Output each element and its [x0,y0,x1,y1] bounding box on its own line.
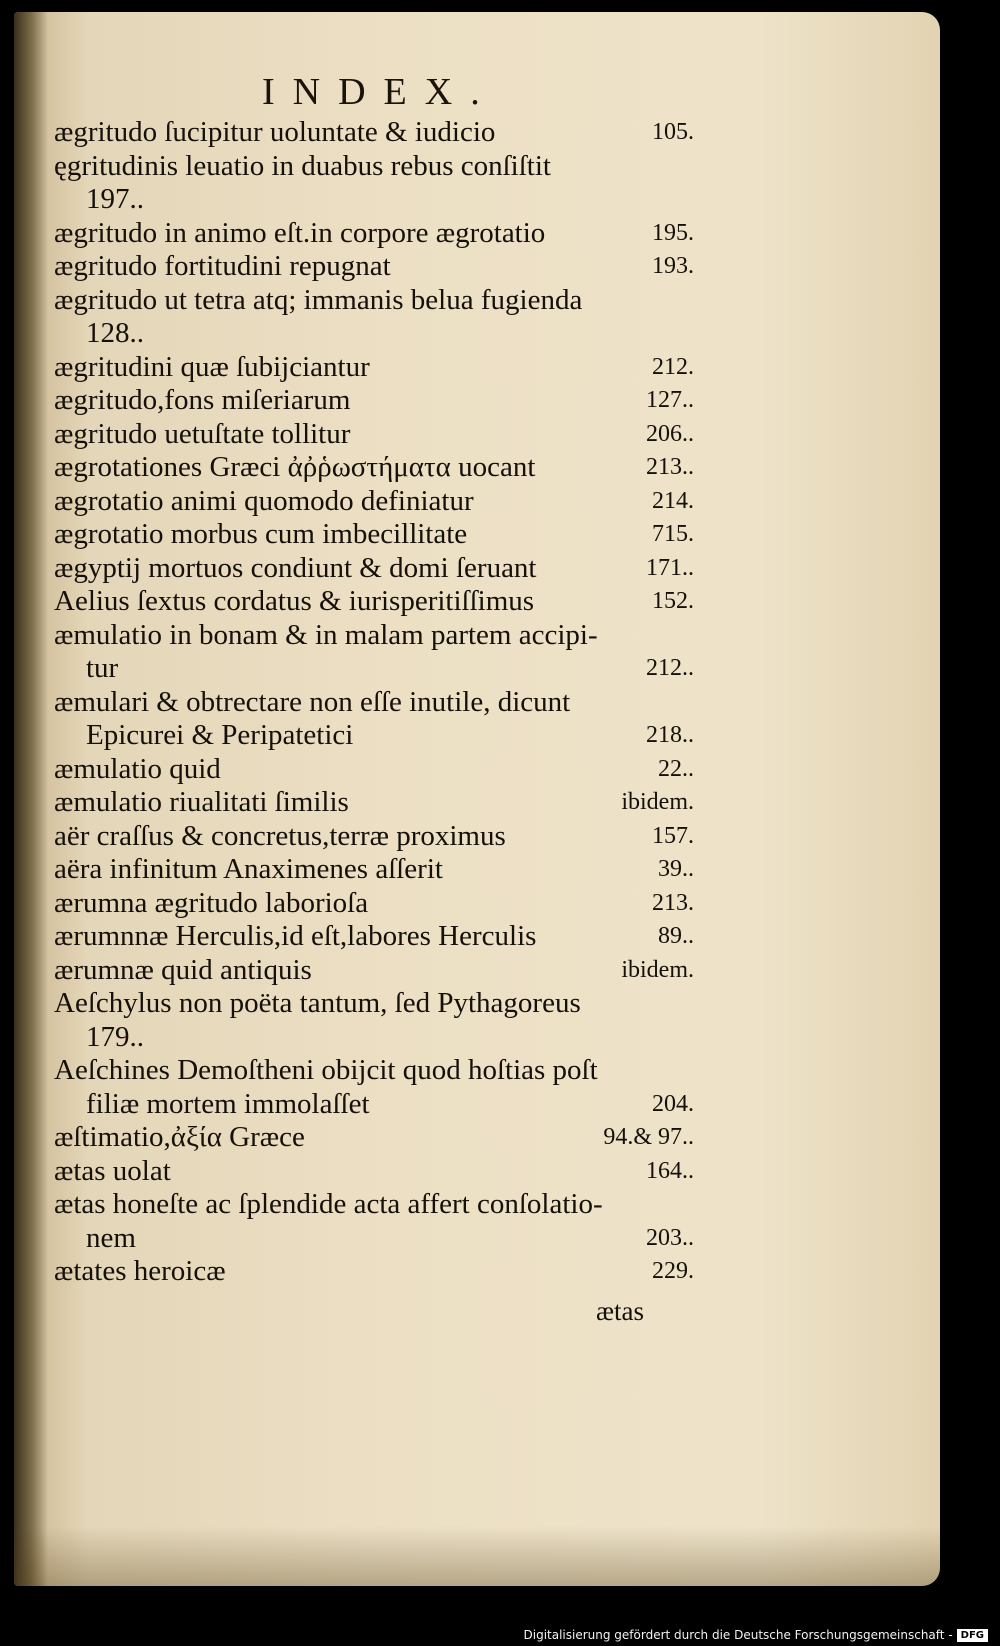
index-entry [54,485,694,519]
index-entry [54,887,694,921]
index-entry-text: ætates heroicæ [54,1255,226,1287]
index-entry [54,351,694,385]
index-entry-text: ægritudo ut tetra atq; immanis belua fugienda [54,283,583,316]
index-entry [54,1054,694,1121]
index-entry [54,284,694,351]
index-entry-continuation: tur [86,652,119,684]
index-entry-page-ref: 39.. [658,856,694,882]
index-entry [54,518,694,552]
index-entry-page-ref: 127.. [646,387,694,413]
index-entry-text: Aeſchylus non poëta tantum, ſed Pythagoreus [54,987,581,1019]
index-entry [54,753,694,787]
index-entry [54,451,694,485]
index-entry-page-ref: 204. [652,1090,694,1117]
index-entry [54,619,694,686]
index-entry-page-ref: 214. [652,487,694,514]
page-header: INDEX. [262,71,498,113]
index-entry-text: ægritudo uetuſtate tollitur [54,417,351,450]
index-entry-page-ref: 212.. [646,655,694,681]
index-entry-text: ægritudo,fons miſeriarum [54,384,351,416]
index-entry-text: ægrotationes Græci ἀῤῥωστήματα uocant [54,451,536,483]
index-entry-text: ægrotatio morbus cum imbecillitate [54,518,468,550]
index-entry-continuation: Epicurei & Peripatetici [86,719,354,751]
index-entry [54,250,694,284]
index-entry-page-ref: 89.. [658,923,694,949]
index-entry-text: ęgritudinis leuatio in duabus rebus conſiſtit [54,149,551,182]
index-entry-continuation: nem [86,1221,136,1254]
index-entry-page-ref: 152. [652,588,694,614]
index-entry-page-ref: 171.. [646,554,694,581]
index-entry [54,217,694,251]
index-entry-continuation: 128.. [86,317,144,349]
index-entry-text: ægyptij mortuos condiunt & domi ſeruant [54,551,537,584]
index-entry-text: ærumnæ quid antiquis [54,953,312,986]
index-entry [54,150,694,217]
index-entry-text: ætas uolat [54,1154,171,1187]
index-entry-page-ref: 218.. [646,722,694,748]
index-entry [54,1155,694,1189]
index-entry-page-ref: 22.. [658,755,694,782]
index-entry-page-ref: 203.. [646,1224,694,1251]
index-entry-text: ætas honeſte ac ſplendide acta affert conſolatio- [54,1188,603,1220]
index-entry [54,853,694,887]
index-entry-page-ref: 206.. [646,420,694,447]
index-entry [54,954,694,988]
index-entry [54,418,694,452]
index-entry-page-ref: 213.. [646,454,694,480]
index-entry-text: Aelius ſextus cordatus & iurisperitiſſimus [54,585,535,617]
index-entry [54,987,694,1054]
book-page [14,12,940,1586]
index-entry-page-ref: 157. [652,822,694,849]
index-entry-text: ægritudo ſucipitur uoluntate & iudicio [54,116,496,148]
index-entry [54,585,694,619]
index-entry-list [54,116,694,1289]
index-entry-text: ærumnnæ Herculis,id eſt,labores Herculis [54,920,537,952]
index-entry-page-ref: ibidem. [621,956,694,983]
index-entry-page-ref: 715. [652,521,694,547]
page-edge-shadow [14,1526,940,1586]
index-entry [54,552,694,586]
index-entry-text: æſtimatio,ἀξία Græce [54,1121,305,1153]
footer-credit-text: Digitalisierung gefördert durch die Deutsche Forschungsgemeinschaft - [523,1628,953,1642]
index-entry-text: æmulatio riualitati ſimilis [54,786,349,818]
index-entry [54,116,694,150]
index-entry-page-ref: 195. [652,219,694,246]
index-entry [54,786,694,820]
index-entry-text: Aeſchines Demoſtheni obijcit quod hoſtias poſt [54,1054,598,1086]
index-entry [54,384,694,418]
index-entry-continuation: 197.. [86,183,144,215]
index-entry-text: ægrotatio animi quomodo definiatur [54,484,474,517]
index-entry [54,1188,694,1255]
index-entry-text: æmulatio quid [54,752,221,785]
index-entry-page-ref: 105. [652,119,694,145]
index-entry-text: æmulari & obtrectare non eſſe inutile, dicunt [54,685,571,718]
index-entry-page-ref: 193. [652,253,694,279]
index-entry-continuation: filiæ mortem immolaſſet [86,1087,370,1120]
dfg-logo: DFG [957,1629,988,1642]
index-entry-text: ægritudini quæ ſubijciantur [54,350,370,383]
index-entry [54,686,694,753]
index-entry-continuation: 179.. [86,1020,144,1053]
index-entry-text: aëra infinitum Anaximenes aſſerit [54,853,443,885]
index-entry-text: ægritudo fortitudini repugnat [54,250,391,282]
index-entry-page-ref: 229. [652,1258,694,1284]
index-entry-page-ref: 213. [652,889,694,916]
index-entry-page-ref: 212. [652,353,694,380]
catchword: ætas [595,1296,644,1326]
index-entry-text: æmulatio in bonam & in malam partem accipi- [54,618,598,651]
index-entry [54,820,694,854]
index-entry-page-ref: 164.. [646,1157,694,1184]
index-entry-text: aër craſſus & concretus,terræ proximus [54,819,506,852]
index-entry-page-ref: 94.& 97.. [603,1124,694,1150]
index-entry-text: ærumna ægritudo laborioſa [54,886,369,919]
index-entry [54,1255,694,1289]
index-entry [54,1121,694,1155]
footer-credit [524,1628,989,1642]
book-spine [14,12,48,1586]
index-entry-page-ref: ibidem. [621,789,694,815]
index-entry [54,920,694,954]
index-entry-text: ægritudo in animo eſt.in corpore ægrotatio [54,216,546,249]
